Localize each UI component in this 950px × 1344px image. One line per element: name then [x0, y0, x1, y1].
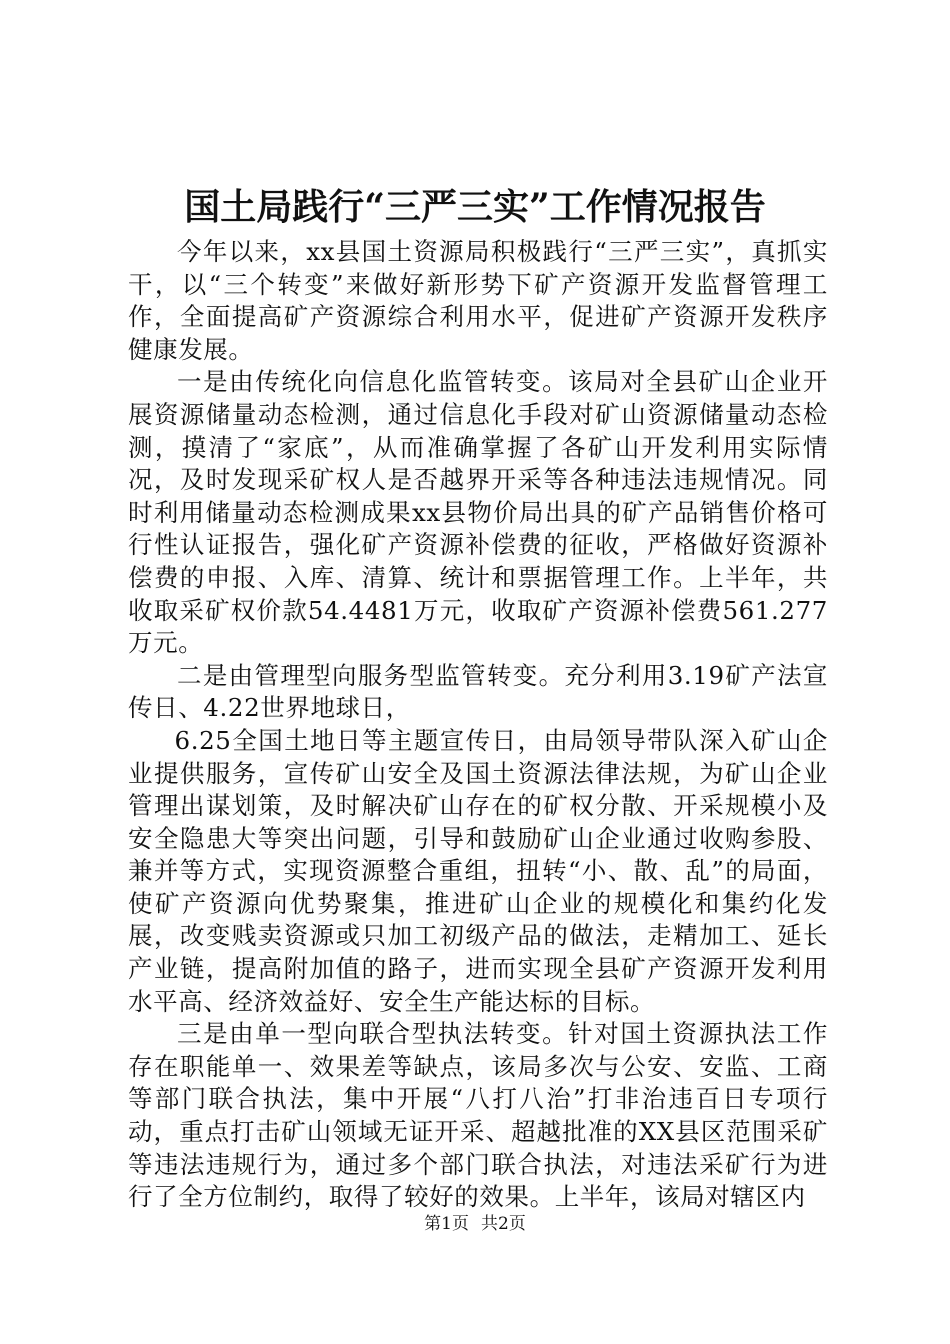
paragraph-first-change: 一是由传统化向信息化监管转变。该局对全县矿山企业开展资源储量动态检测，通过信息化手段对矿山资源储量动态检测，摸清了“家底”，从而准确掌握了各矿山开发利用实际情况，及时发现采矿权人是否越界开采等各种违法违规情况。同时利用储量动态检测成果xx县物价局出具的矿产品销售价格可行性认证报告，强化矿产资源补偿费的征收，严格做好资源补偿费的申报、入库、清算、统计和票据管理工作。上半年，共收取采矿权价款54.4481万元，收取矿产资源补偿费561.277万元。	[128, 367, 828, 658]
paragraph-third-change: 三是由单一型向联合型执法转变。针对国土资源执法工作存在职能单一、效果差等缺点，该局多次与公安、安监、工商等部门联合执法，集中开展“八打八治”打非治违百日专项行动，重点打击矿山领域无证开采、超越批准的XX县区范围采矿等违法违规行为，通过多个部门联合执法，对违法采矿行为进行了全方位制约，取得了较好的效果。上半年，该局对辖区内	[128, 1019, 828, 1212]
page-footer	[0, 1212, 950, 1236]
document-title: 国土局践行“三严三实”工作情况报告	[184, 186, 766, 228]
document-body	[128, 236, 828, 1214]
page-total: 共2页	[481, 1214, 526, 1234]
page-number: 第1页	[424, 1214, 469, 1234]
paragraph-intro: 今年以来，xx县国土资源局积极践行“三严三实”，真抓实干，以“三个转变”来做好新形势下矿产资源开发监督管理工作，全面提高矿产资源综合利用水平，促进矿产资源开发秩序健康发展。	[128, 237, 828, 364]
paragraph-second-change-continued: 6.25全国土地日等主题宣传日，由局领导带队深入矿山企业提供服务，宣传矿山安全及国土资源法律法规，为矿山企业管理出谋划策，及时解决矿山存在的矿权分散、开采规模小及安全隐患大等突出问题，引导和鼓励矿山企业通过收购参股、兼并等方式，实现资源整合重组，扭转“小、散、乱”的局面，使矿产资源向优势聚集，推进矿山企业的规模化和集约化发展，改变贱卖资源或只加工初级产品的做法，走精加工、延长产业链，提高附加值的路子，进而实现全县矿产资源开发利用水平高、经济效益好、安全生产能达标的目标。	[128, 725, 828, 1016]
paragraph-second-change: 二是由管理型向服务型监管转变。充分利用3.19矿产法宣传日、4.22世界地球日，	[128, 660, 828, 723]
